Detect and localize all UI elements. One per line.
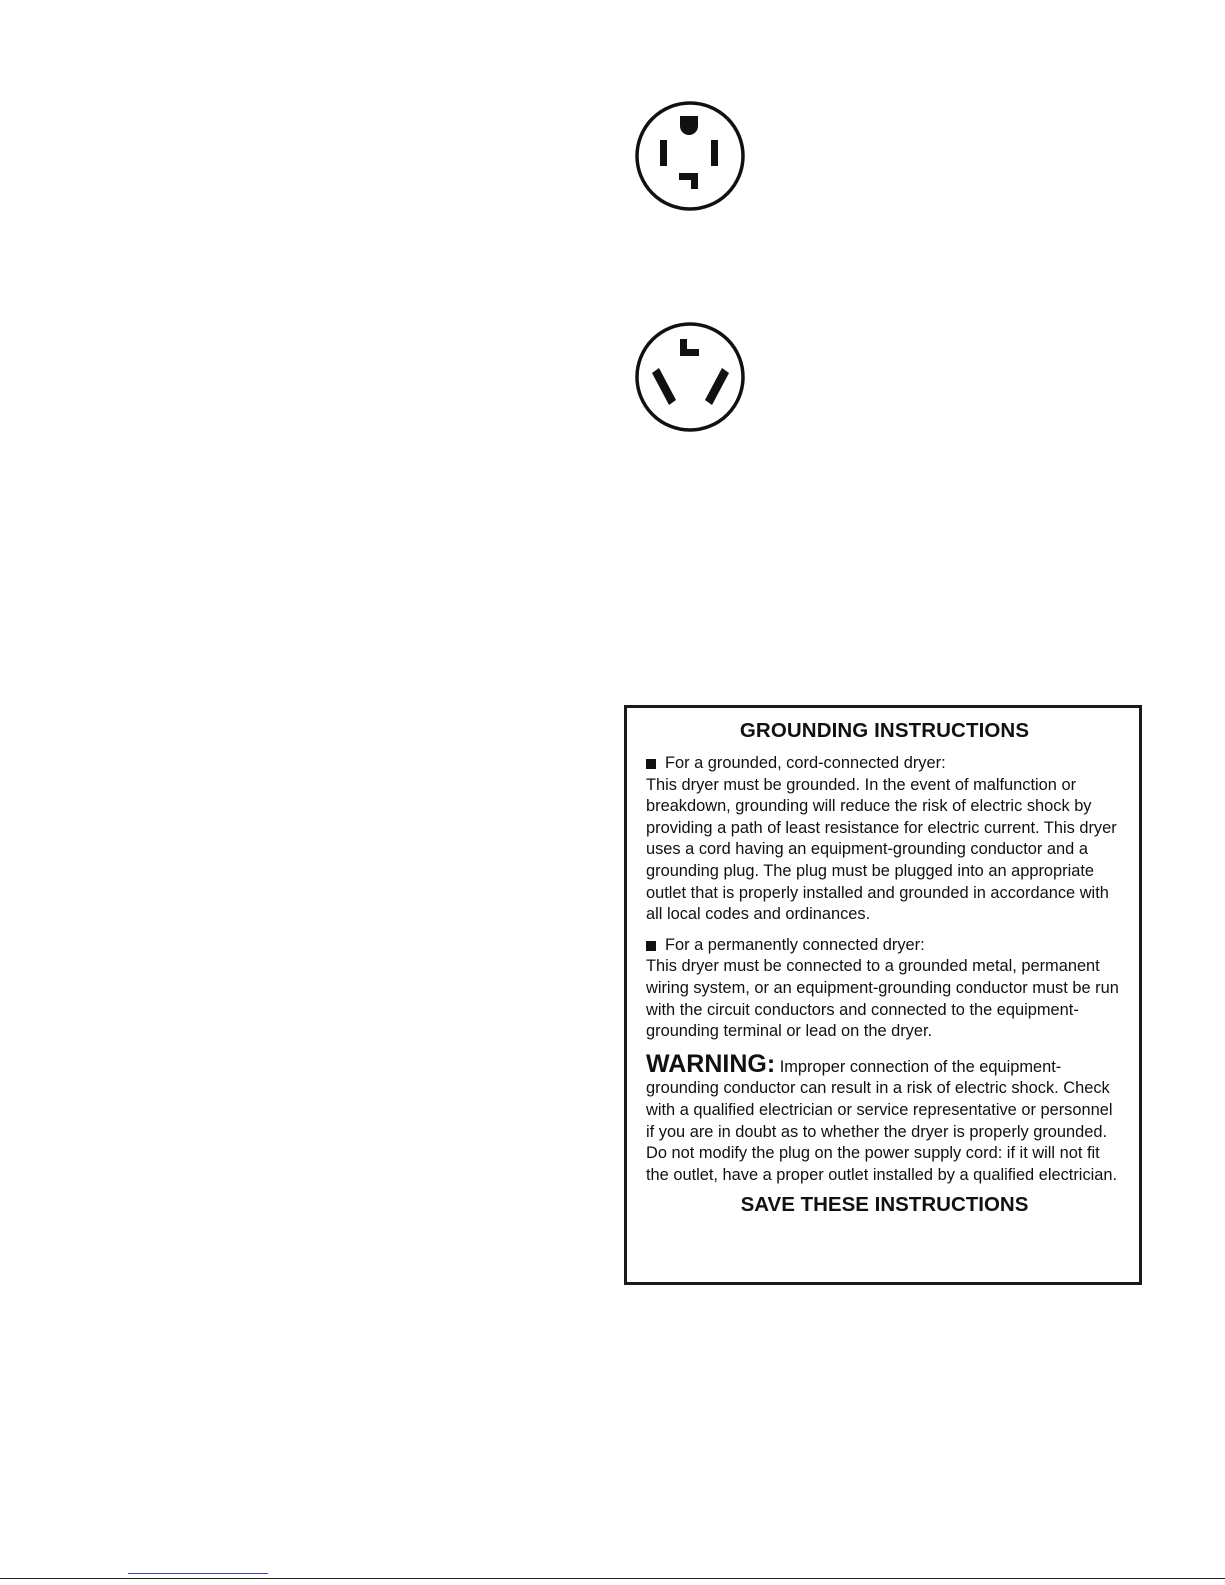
page-bottom-rule xyxy=(0,1578,1225,1579)
square-bullet-icon xyxy=(646,759,656,769)
save-instructions-footer: SAVE THESE INSTRUCTIONS xyxy=(740,1193,1029,1217)
permanently-connected-section xyxy=(646,935,1123,1043)
warning-paragraph xyxy=(646,1051,1123,1187)
cord-connected-heading: For a grounded, cord-connected dryer: xyxy=(665,754,946,772)
permanently-connected-heading-line xyxy=(646,935,1123,957)
page-bottom-link-underline xyxy=(128,1573,268,1574)
ground-slot xyxy=(680,116,698,135)
permanently-connected-body: This dryer must be connected to a grounded metal, permanent wiring system, or an equipment-grounding conductor must be run with the circuit conductors and connected to the equipment-grounding terminal or lead on the dryer. xyxy=(646,957,1119,1041)
cord-connected-section xyxy=(646,753,1123,926)
right-slot xyxy=(711,140,718,166)
square-bullet-icon xyxy=(646,941,656,951)
box-title: GROUNDING INSTRUCTIONS xyxy=(739,719,1030,742)
warning-text: Improper connection of the equipment-grounding conductor can result in a risk of electric shock. Check with a qualified electrician or service representative or personnel if you are in doubt as to whether the dryer is properly grounded. Do not modify the plug on the power supply cord: if it will not fit the outlet, have a proper outlet installed by a qualified electrician. xyxy=(646,1057,1118,1184)
left-slot xyxy=(660,140,667,166)
4-prong-outlet-icon xyxy=(634,100,746,212)
outlet-face-circle xyxy=(637,324,743,430)
grounding-instructions-box xyxy=(624,705,1142,1285)
3-prong-outlet-icon xyxy=(634,321,746,433)
permanently-connected-heading: For a permanently connected dryer: xyxy=(665,935,925,954)
cord-connected-body: This dryer must be grounded. In the event of malfunction or breakdown, grounding will reduce the risk of electric shock by providing a path of least resistance for electric current. This dryer uses a cord having an equipment-grounding conductor and a grounding plug. The plug must be plugged into an appropriate outlet that is properly installed and grounded in accordance with all local codes and ordinances. xyxy=(646,775,1117,924)
warning-label: WARNING: xyxy=(646,1049,776,1078)
cord-connected-heading-line xyxy=(646,753,1123,775)
